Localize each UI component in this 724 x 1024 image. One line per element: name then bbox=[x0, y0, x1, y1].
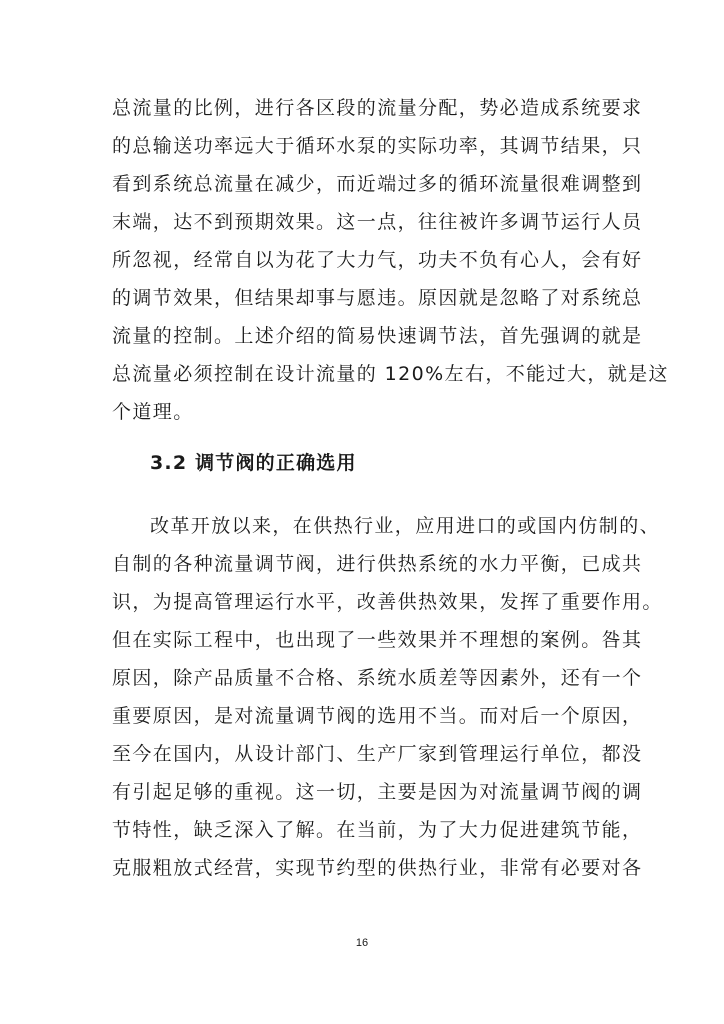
paragraph-line: 自制的各种流量调节阀，进行供热系统的水力平衡，已成共 bbox=[112, 553, 643, 575]
paragraph-line: 看到系统总流量在减少，而近端过多的循环流量很难调整到 bbox=[112, 173, 643, 195]
paragraph-line: 改革开放以来，在供热行业，应用进口的或国内仿制的、 bbox=[150, 515, 661, 537]
paragraph-line: 识，为提高管理运行水平，改善供热效果，发挥了重要作用。 bbox=[112, 591, 663, 613]
paragraph-line: 重要原因，是对流量调节阀的选用不当。而对后一个原因， bbox=[112, 705, 643, 727]
paragraph-line: 个道理。 bbox=[112, 401, 194, 423]
paragraph-line: 的调节效果，但结果却事与愿违。原因就是忽略了对系统总 bbox=[112, 287, 643, 309]
page-number: 16 bbox=[355, 937, 369, 949]
paragraph-line: 但在实际工程中，也出现了一些效果并不理想的案例。咎其 bbox=[112, 629, 643, 651]
paragraph-line: 的总输送功率远大于循环水泵的实际功率，其调节结果，只 bbox=[112, 135, 643, 157]
paragraph-line: 总流量必须控制在设计流量的 120%左右，不能过大，就是这 bbox=[112, 363, 669, 385]
paragraph-line: 克服粗放式经营，实现节约型的供热行业，非常有必要对各 bbox=[112, 857, 643, 879]
paragraph-line: 流量的控制。上述介绍的简易快速调节法，首先强调的就是 bbox=[112, 325, 643, 347]
section-heading: 3.2 调节阀的正确选用 bbox=[150, 452, 357, 474]
paragraph-line: 至今在国内，从设计部门、生产厂家到管理运行单位，都没 bbox=[112, 743, 643, 765]
paragraph-line: 有引起足够的重视。这一切，主要是因为对流量调节阀的调 bbox=[112, 781, 643, 803]
paragraph-line: 所忽视，经常自以为花了大力气，功夫不负有心人，会有好 bbox=[112, 249, 643, 271]
paragraph-line: 末端，达不到预期效果。这一点，往往被许多调节运行人员 bbox=[112, 211, 643, 233]
paragraph-line: 总流量的比例，进行各区段的流量分配，势必造成系统要求 bbox=[112, 97, 643, 119]
paragraph-line: 原因，除产品质量不合格、系统水质差等因素外，还有一个 bbox=[112, 667, 643, 689]
paragraph-line: 节特性，缺乏深入了解。在当前，为了大力促进建筑节能， bbox=[112, 819, 643, 841]
